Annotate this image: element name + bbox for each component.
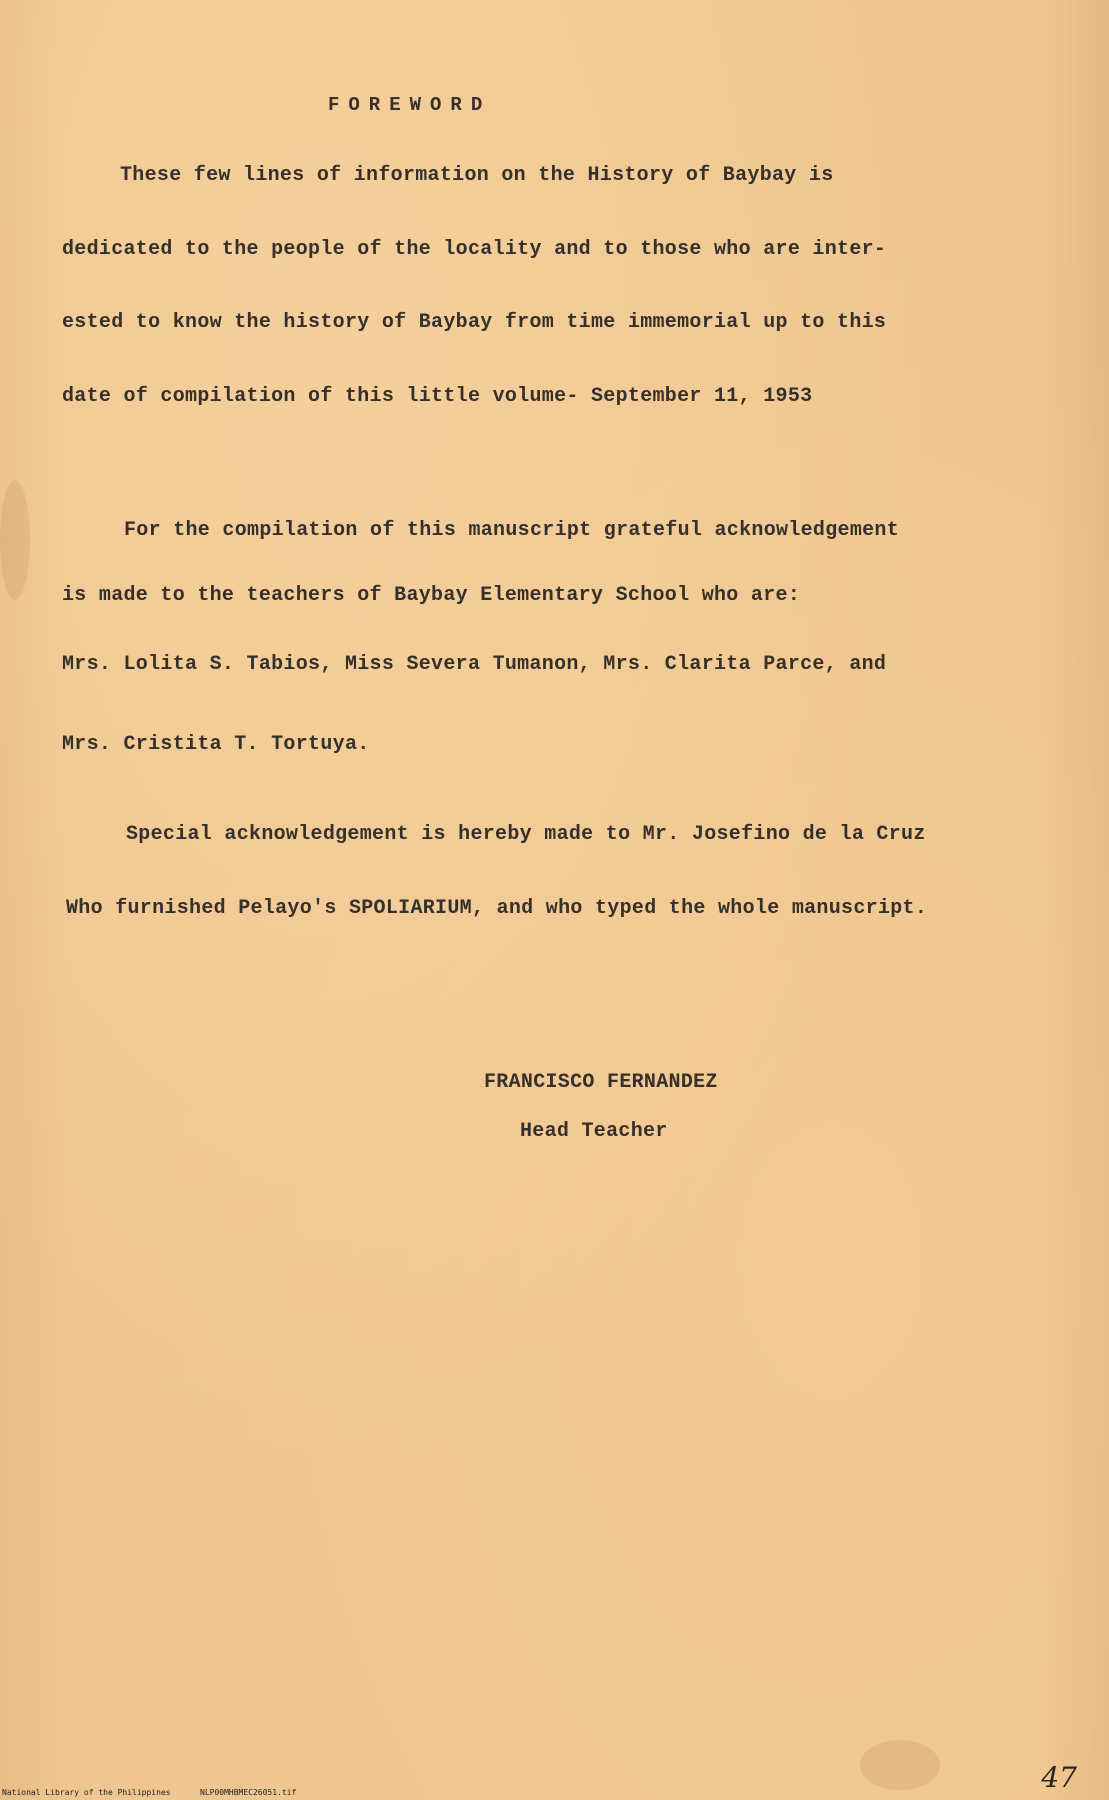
archive-file-id: NLP00MHBMEC26051.tif xyxy=(200,1788,297,1797)
page-heading: FOREWORD xyxy=(328,94,492,116)
paragraph-1-line-4: date of compilation of this little volume- September 11, 1953 xyxy=(62,385,813,408)
paragraph-1-line-2: dedicated to the people of the locality and to those who are inter- xyxy=(62,238,887,261)
paragraph-2-line-2: is made to the teachers of Baybay Elementary School who are: xyxy=(62,584,801,607)
signatory-title: Head Teacher xyxy=(520,1120,668,1143)
paper-stain xyxy=(860,1740,940,1790)
page-number: 47 xyxy=(1041,1761,1077,1794)
paragraph-3-line-2: Who furnished Pelayo's SPOLIARIUM, and who typed the whole manuscript. xyxy=(66,897,928,920)
paragraph-2-line-3: Mrs. Lolita S. Tabios, Miss Severa Tumanon, Mrs. Clarita Parce, and xyxy=(62,653,887,676)
paper-stain xyxy=(0,480,30,600)
archive-source-label: National Library of the Philippines xyxy=(2,1788,171,1797)
paragraph-2-line-1: For the compilation of this manuscript grateful acknowledgement xyxy=(124,519,900,542)
paragraph-1-line-3: ested to know the history of Baybay from time immemorial up to this xyxy=(62,311,887,334)
paragraph-3-line-1: Special acknowledgement is hereby made to Mr. Josefino de la Cruz xyxy=(126,823,926,846)
signatory-name: FRANCISCO FERNANDEZ xyxy=(484,1071,718,1094)
paragraph-1-line-1: These few lines of information on the History of Baybay is xyxy=(120,164,834,187)
bleed-through-texture xyxy=(0,280,1109,1480)
paragraph-2-line-4: Mrs. Cristita T. Tortuya. xyxy=(62,733,370,756)
